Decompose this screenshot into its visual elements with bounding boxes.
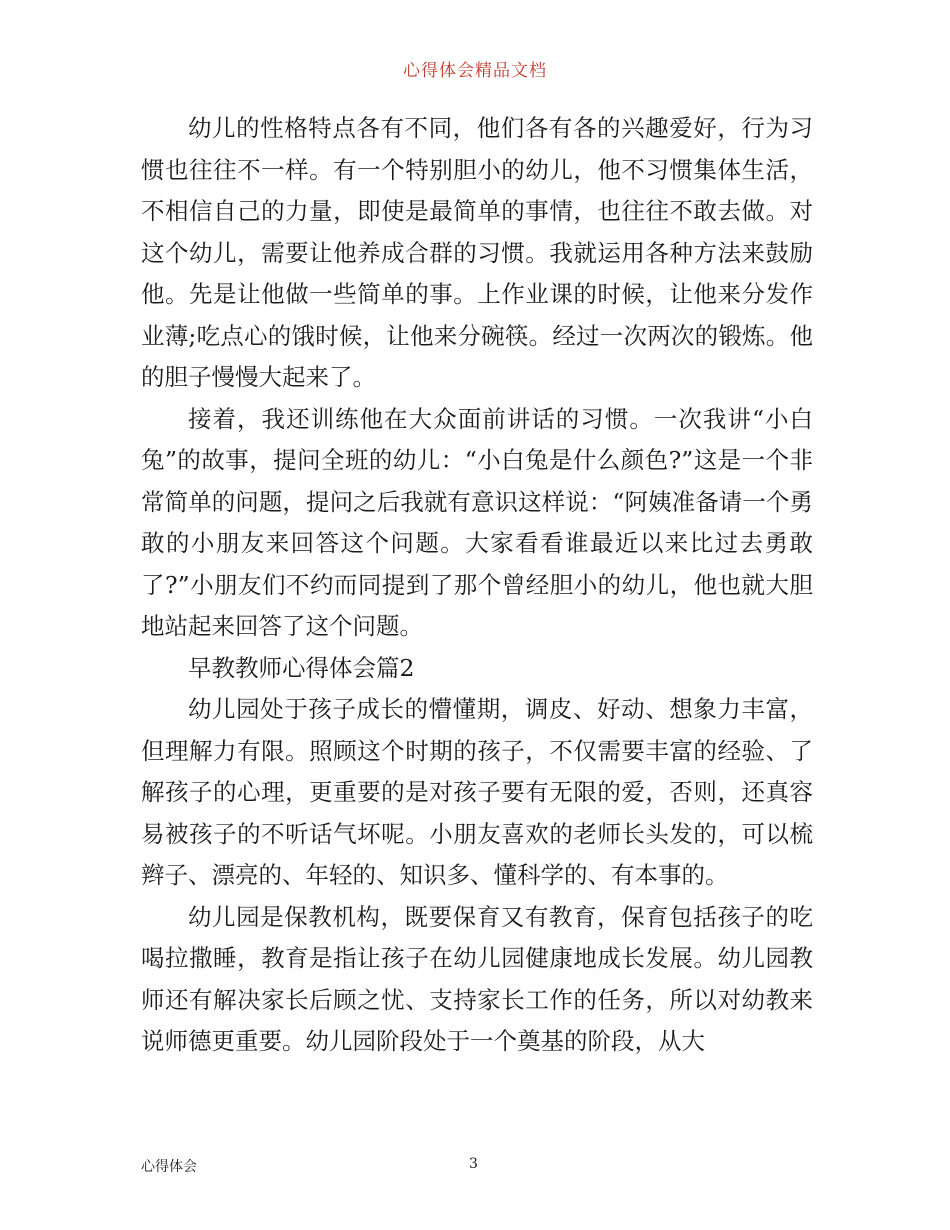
page-header-title: 心得体会精品文档 [403, 61, 547, 81]
paragraph-3: 幼儿园处于孩子成长的懵懂期，调皮、好动、想象力丰富，但理解力有限。照顾这个时期的孩子，不仅需要丰富的经验、了解孩子的心理，更重要的是对孩子要有无限的爱，否则，还真容易被孩子的不听话气坏呢。小朋友喜欢的老师长头发的，可以梳辫子、漂亮的、年轻的、知识多、懂科学的、有本事的。 [141, 695, 813, 889]
page-number: 3 [469, 1156, 478, 1172]
paragraph-1: 幼儿的性格特点各有不同，他们各有各的兴趣爱好，行为习惯也往往不一样。有一个特别胆小的幼儿，他不习惯集体生活，不相信自己的力量，即使是最简单的事情，也往往不敢去做。对这个幼儿，需要让他养成合群的习惯。我就运用各种方法来鼓励他。先是让他做一些简单的事。上作业课的时候，让他来分发作业薄;吃点心的饿时候，让他来分碗筷。经过一次两次的锻炼。他的胆子慢慢大起来了。 [141, 114, 813, 391]
section-heading: 早教教师心得体会篇2 [188, 653, 415, 682]
document-body [141, 108, 813, 1063]
page-footer [141, 1156, 813, 1176]
paragraph-4: 幼儿园是保教机构，既要保育又有教育，保育包括孩子的吃喝拉撒睡，教育是指让孩子在幼儿园健康地成长发展。幼儿园教师还有解决家长后顾之忧、支持家长工作的任务，所以对幼教来说师德更重要。幼儿园阶段处于一个奠基的阶段，从大 [141, 902, 813, 1055]
paragraph-2: 接着，我还训练他在大众面前讲话的习惯。一次我讲“小白兔”的故事，提问全班的幼儿：“小白兔是什么颜色?”这是一个非常简单的问题，提问之后我就有意识这样说：“阿姨准备请一个勇敢的小朋友来回答这个问题。大家看看谁最近以来比过去勇敢了?”小朋友们不约而同提到了那个曾经胆小的幼儿，他也就大胆地站起来回答了这个问题。 [141, 404, 813, 640]
footer-label: 心得体会 [141, 1159, 197, 1175]
